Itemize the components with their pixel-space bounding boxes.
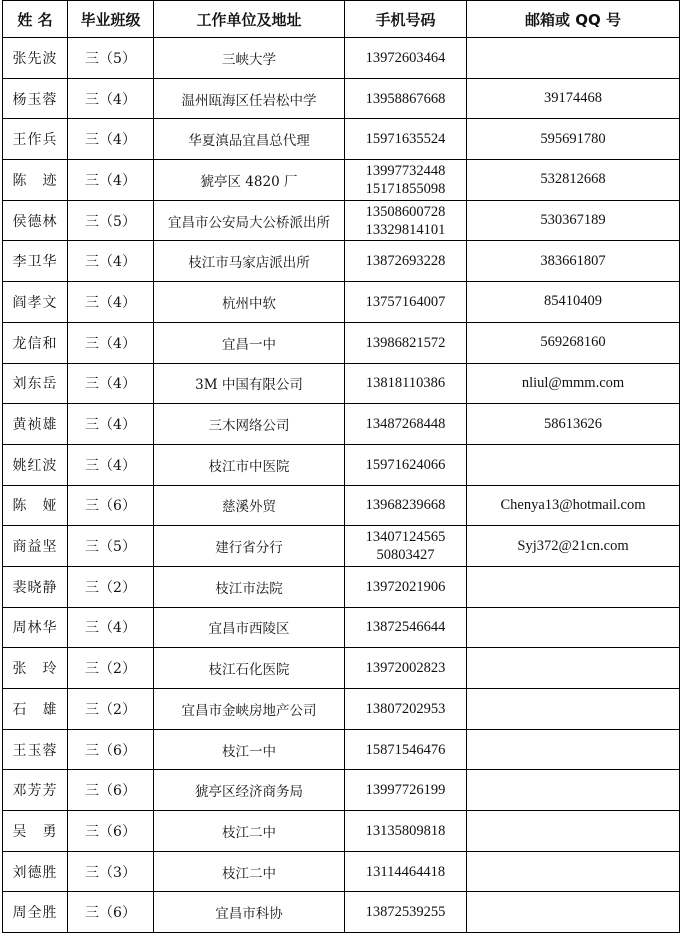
cell-contact [467, 38, 680, 79]
cell-org: 枝江二中 [154, 811, 345, 852]
cell-contact: nliul@mmm.com [467, 363, 680, 404]
cell-name: 刘东岳 [3, 363, 68, 404]
table-row [3, 444, 680, 485]
cell-contact: 530367189 [467, 200, 680, 241]
cell-class: 三（4） [68, 160, 154, 201]
cell-contact: 39174468 [467, 78, 680, 119]
cell-name: 张先波 [3, 38, 68, 79]
phone-number: 15971624066 [365, 456, 446, 473]
header-class: 毕业班级 [68, 1, 154, 38]
cell-phone [345, 119, 467, 160]
header-phone: 手机号码 [345, 1, 467, 38]
cell-class: 三（4） [68, 444, 154, 485]
cell-class: 三（5） [68, 38, 154, 79]
table-row [3, 607, 680, 648]
cell-class: 三（3） [68, 851, 154, 892]
phone-number: 13508600728 [365, 203, 446, 220]
cell-phone [345, 729, 467, 770]
cell-name: 石 雄 [3, 689, 68, 730]
table-row [3, 78, 680, 119]
cell-org: 慈溪外贸 [154, 485, 345, 526]
cell-class: 三（6） [68, 811, 154, 852]
phone-number: 13972002823 [365, 660, 446, 677]
cell-phone [345, 322, 467, 363]
header-row [3, 1, 680, 38]
table-row [3, 526, 680, 567]
cell-name: 吴 勇 [3, 811, 68, 852]
phone-number: 13972603464 [365, 49, 446, 66]
cell-phone [345, 200, 467, 241]
cell-org: 宜昌一中 [154, 322, 345, 363]
cell-contact: 532812668 [467, 160, 680, 201]
cell-name: 刘德胜 [3, 851, 68, 892]
cell-phone [345, 404, 467, 445]
cell-class: 三（4） [68, 363, 154, 404]
cell-class: 三（4） [68, 282, 154, 323]
cell-class: 三（2） [68, 689, 154, 730]
cell-org: 宜昌市西陵区 [154, 607, 345, 648]
cell-phone [345, 892, 467, 933]
phone-number: 50803427 [376, 547, 435, 564]
alumni-contact-table [2, 0, 680, 933]
table-row [3, 119, 680, 160]
table-row [3, 648, 680, 689]
cell-org: 三木网络公司 [154, 404, 345, 445]
cell-name: 阎孝文 [3, 282, 68, 323]
phone-number: 13972021906 [365, 578, 446, 595]
cell-org: 宜昌市金峡房地产公司 [154, 689, 345, 730]
cell-name: 李卫华 [3, 241, 68, 282]
cell-contact [467, 770, 680, 811]
cell-class: 三（4） [68, 241, 154, 282]
cell-org: 华夏滇品宜昌总代理 [154, 119, 345, 160]
table-row [3, 160, 680, 201]
cell-name: 杨玉蓉 [3, 78, 68, 119]
cell-contact [467, 689, 680, 730]
phone-number: 13757164007 [365, 293, 446, 310]
cell-name: 龙信和 [3, 322, 68, 363]
table-row [3, 851, 680, 892]
cell-class: 三（6） [68, 729, 154, 770]
phone-number: 13968239668 [365, 497, 446, 514]
cell-org: 杭州中软 [154, 282, 345, 323]
table-row [3, 892, 680, 933]
cell-name: 侯德林 [3, 200, 68, 241]
table-row [3, 404, 680, 445]
cell-class: 三（2） [68, 648, 154, 689]
phone-number: 13872693228 [365, 253, 446, 270]
cell-phone [345, 160, 467, 201]
cell-name: 姚红波 [3, 444, 68, 485]
phone-number: 13407124565 [365, 529, 446, 546]
cell-org: 枝江石化医院 [154, 648, 345, 689]
phone-number: 13329814101 [365, 221, 446, 238]
cell-name: 黄祯雄 [3, 404, 68, 445]
cell-class: 三（4） [68, 78, 154, 119]
phone-number: 15171855098 [365, 180, 446, 197]
cell-name: 周全胜 [3, 892, 68, 933]
cell-phone [345, 241, 467, 282]
cell-class: 三（5） [68, 526, 154, 567]
cell-phone [345, 566, 467, 607]
cell-name: 周林华 [3, 607, 68, 648]
cell-name: 裴晓静 [3, 566, 68, 607]
cell-phone [345, 38, 467, 79]
cell-contact [467, 811, 680, 852]
cell-class: 三（6） [68, 892, 154, 933]
cell-contact: 595691780 [467, 119, 680, 160]
cell-phone [345, 485, 467, 526]
table-row [3, 241, 680, 282]
cell-contact [467, 892, 680, 933]
table-body [3, 38, 680, 933]
cell-contact: 383661807 [467, 241, 680, 282]
cell-class: 三（6） [68, 485, 154, 526]
cell-contact: 58613626 [467, 404, 680, 445]
cell-org: 枝江一中 [154, 729, 345, 770]
cell-phone [345, 811, 467, 852]
cell-phone [345, 78, 467, 119]
table-row [3, 363, 680, 404]
phone-number: 13958867668 [365, 90, 446, 107]
cell-org: 枝江市法院 [154, 566, 345, 607]
cell-class: 三（5） [68, 200, 154, 241]
cell-name: 张 玲 [3, 648, 68, 689]
cell-org: 温州瓯海区任岩松中学 [154, 78, 345, 119]
cell-org: 枝江市马家店派出所 [154, 241, 345, 282]
cell-org: 三峡大学 [154, 38, 345, 79]
cell-phone [345, 607, 467, 648]
cell-phone [345, 770, 467, 811]
phone-number: 13807202953 [365, 700, 446, 717]
phone-number: 13872546644 [365, 619, 446, 636]
header-name: 姓 名 [3, 1, 68, 38]
cell-phone [345, 363, 467, 404]
cell-phone [345, 526, 467, 567]
table-row [3, 200, 680, 241]
cell-org: 建行省分行 [154, 526, 345, 567]
cell-contact: Syj372@21cn.com [467, 526, 680, 567]
cell-contact [467, 444, 680, 485]
cell-org: 枝江市中医院 [154, 444, 345, 485]
phone-number: 13135809818 [365, 822, 446, 839]
cell-class: 三（4） [68, 119, 154, 160]
table-row [3, 811, 680, 852]
cell-name: 陈 娅 [3, 485, 68, 526]
cell-class: 三（6） [68, 770, 154, 811]
table-row [3, 770, 680, 811]
cell-org: 宜昌市科协 [154, 892, 345, 933]
phone-number: 15971635524 [365, 131, 446, 148]
cell-phone [345, 444, 467, 485]
cell-phone [345, 851, 467, 892]
header-contact: 邮箱或 QQ 号 [467, 1, 680, 38]
table-row [3, 729, 680, 770]
table-row [3, 566, 680, 607]
cell-contact: 85410409 [467, 282, 680, 323]
cell-name: 陈 迹 [3, 160, 68, 201]
cell-contact [467, 729, 680, 770]
cell-class: 三（4） [68, 607, 154, 648]
cell-contact [467, 607, 680, 648]
header-org: 工作单位及地址 [154, 1, 345, 38]
cell-contact: 569268160 [467, 322, 680, 363]
table-row [3, 485, 680, 526]
table-row [3, 322, 680, 363]
cell-org: 枝江二中 [154, 851, 345, 892]
cell-phone [345, 282, 467, 323]
phone-number: 13997732448 [365, 162, 446, 179]
cell-class: 三（2） [68, 566, 154, 607]
table-row [3, 689, 680, 730]
cell-phone [345, 689, 467, 730]
phone-number: 13487268448 [365, 416, 446, 433]
cell-class: 三（4） [68, 322, 154, 363]
cell-name: 王玉蓉 [3, 729, 68, 770]
cell-contact: Chenya13@hotmail.com [467, 485, 680, 526]
phone-number: 13872539255 [365, 904, 446, 921]
table-row [3, 282, 680, 323]
cell-name: 邓芳芳 [3, 770, 68, 811]
cell-name: 王作兵 [3, 119, 68, 160]
table-row [3, 38, 680, 79]
cell-contact [467, 851, 680, 892]
phone-number: 13986821572 [365, 334, 446, 351]
phone-number: 13997726199 [365, 782, 446, 799]
cell-contact [467, 566, 680, 607]
phone-number: 13818110386 [365, 375, 446, 392]
phone-number: 15871546476 [365, 741, 446, 758]
phone-number: 13114464418 [365, 863, 446, 880]
cell-contact [467, 648, 680, 689]
cell-org: 猇亭区经济商务局 [154, 770, 345, 811]
cell-org: 猇亭区 4820 厂 [154, 160, 345, 201]
cell-name: 商益坚 [3, 526, 68, 567]
cell-org: 宜昌市公安局大公桥派出所 [154, 200, 345, 241]
cell-class: 三（4） [68, 404, 154, 445]
cell-org: 3M 中国有限公司 [154, 363, 345, 404]
cell-phone [345, 648, 467, 689]
